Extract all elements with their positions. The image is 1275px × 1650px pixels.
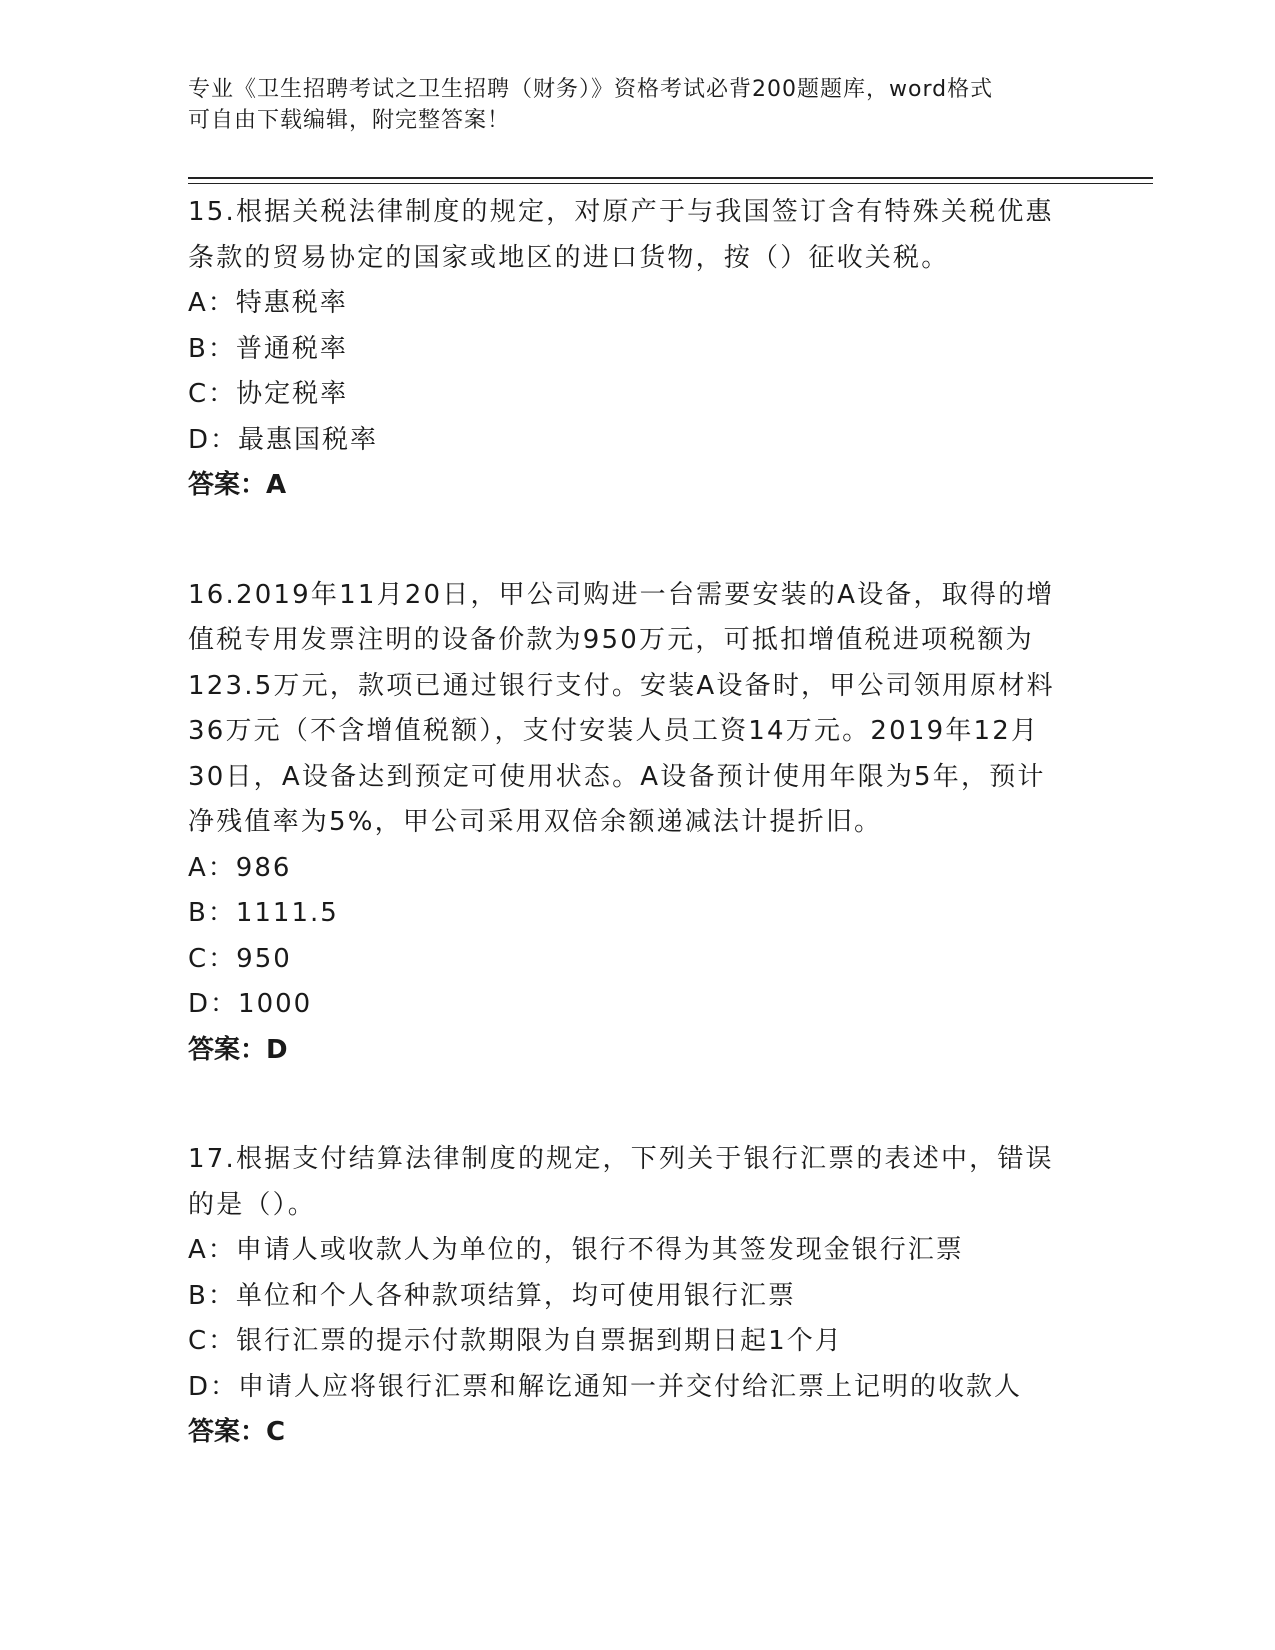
- question-text-line: 条款的贸易协定的国家或地区的进口货物，按（）征收关税。: [188, 242, 950, 273]
- header-line-1: 专业《卫生招聘考试之卫生招聘（财务）》资格考试必背200题题库，word格式: [188, 77, 994, 102]
- option-b: B：单位和个人各种款项结算，均可使用银行汇票: [188, 1280, 796, 1311]
- option-c: C：协定税率: [188, 379, 349, 409]
- question-text-line: 15.根据关税法律制度的规定，对原产于与我国签订含有特殊关税优惠: [188, 197, 1054, 227]
- question-text-line: 16.2019年11月20日，甲公司购进一台需要安装的A设备，取得的增: [188, 579, 1055, 610]
- question-spacer: [188, 1073, 1128, 1137]
- option-c: C：950: [188, 943, 292, 974]
- question-text-line: 的是（）。: [188, 1189, 317, 1220]
- option-a: A：申请人或收款人为单位的，银行不得为其签发现金银行汇票: [188, 1235, 964, 1265]
- question-text-line: 值税专用发票注明的设备价款为950万元，可抵扣增值税进项税额为: [188, 625, 1034, 655]
- option-a: A：特惠税率: [188, 288, 348, 318]
- question-16: [188, 573, 1128, 1074]
- question-15: [188, 190, 1128, 509]
- header-line-2: 可自由下载编辑，附完整答案！: [188, 108, 511, 133]
- answer-line: [188, 463, 1128, 509]
- document-header: [188, 74, 1088, 136]
- header-divider-thin: [188, 183, 1153, 184]
- question-17: [188, 1137, 1128, 1456]
- question-text-line: 净残值率为5%，甲公司采用双倍余额递减法计提折旧。: [188, 807, 883, 837]
- question-text-line: 36万元（不含增值税额），支付安装人员工资14万元。2019年12月: [188, 716, 1040, 746]
- question-text-line: 30日，A设备达到预定可使用状态。A设备预计使用年限为5年，预计: [188, 761, 1046, 792]
- answer-value: C: [266, 1417, 286, 1447]
- option-d: D：最惠国税率: [188, 424, 379, 455]
- answer-value: D: [266, 1034, 288, 1065]
- option-c: C：银行汇票的提示付款期限为自票据到期日起1个月: [188, 1326, 843, 1356]
- answer-value: A: [266, 470, 287, 500]
- answer-label: 答案：: [188, 470, 267, 500]
- option-d: D：申请人应将银行汇票和解讫通知一并交付给汇票上记明的收款人: [188, 1371, 1023, 1402]
- answer-label: 答案：: [188, 1034, 267, 1065]
- question-text-line: 123.5万元，款项已通过银行支付。安装A设备时，甲公司领用原材料: [188, 670, 1055, 701]
- option-d: D：1000: [188, 989, 313, 1019]
- option-b: B：1111.5: [188, 898, 339, 928]
- question-list: [188, 190, 1128, 1456]
- option-b: B：普通税率: [188, 333, 348, 364]
- question-text-line: 17.根据支付结算法律制度的规定，下列关于银行汇票的表述中，错误: [188, 1144, 1054, 1174]
- answer-line: [188, 1410, 1128, 1456]
- answer-label: 答案：: [188, 1417, 267, 1447]
- question-spacer: [188, 509, 1128, 573]
- answer-line: [188, 1028, 1128, 1074]
- option-a: A：986: [188, 852, 292, 883]
- header-divider-thick: [188, 177, 1153, 179]
